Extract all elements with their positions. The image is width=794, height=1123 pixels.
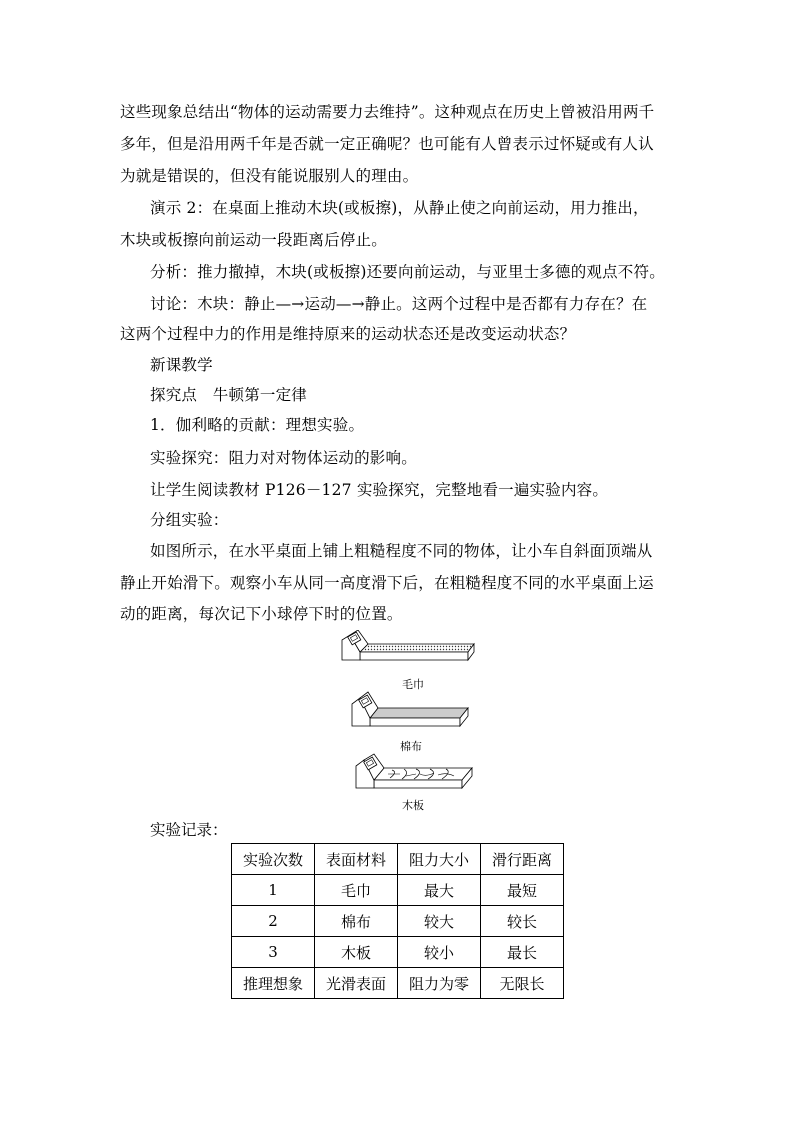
text-line: 讨论：木块：静止—→运动—→静止。这两个过程中是否都有力存在？在 bbox=[150, 295, 648, 313]
table-cell: 3 bbox=[232, 937, 315, 968]
header-cell: 滑行距离 bbox=[481, 844, 564, 875]
table-cell: 最短 bbox=[481, 875, 564, 906]
table-cell: 木板 bbox=[315, 937, 398, 968]
wood-caption: 木板 bbox=[402, 799, 424, 812]
table-header-row bbox=[232, 844, 564, 875]
table-row bbox=[232, 968, 564, 999]
text-line: 这两个过程中力的作用是维持原来的运动状态还是改变运动状态？ bbox=[120, 325, 576, 343]
table-row bbox=[232, 937, 564, 968]
table-cell: 最长 bbox=[481, 937, 564, 968]
table-cell: 无限长 bbox=[481, 968, 564, 999]
header-cell: 表面材料 bbox=[315, 844, 398, 875]
table-cell: 棉布 bbox=[315, 906, 398, 937]
table-cell: 推理想象 bbox=[232, 968, 315, 999]
text-line: 多年，但是沿用两千年是否就一定正确呢？也可能有人曾表示过怀疑或有人认 bbox=[120, 135, 654, 153]
records-label: 实验记录： bbox=[150, 821, 228, 839]
text-line: 木块或板擦向前运动一段距离后停止。 bbox=[120, 231, 387, 249]
towel-caption: 毛巾 bbox=[402, 678, 424, 691]
table-cell: 光滑表面 bbox=[315, 968, 398, 999]
towel-ramp-figure bbox=[340, 630, 480, 675]
text-line: 演示 2：在桌面上推动木块(或板擦)，从静止使之向前运动，用力推出， bbox=[150, 199, 649, 217]
table-cell: 毛巾 bbox=[315, 875, 398, 906]
text-line: 实验探究：阻力对对物体运动的影响。 bbox=[150, 449, 417, 467]
text-line: 如图所示，在水平桌面上铺上粗糙程度不同的物体，让小车自斜面顶端从 bbox=[150, 542, 653, 560]
table-cell: 较大 bbox=[398, 906, 481, 937]
table-cell: 2 bbox=[232, 906, 315, 937]
experiment-record-table bbox=[231, 843, 564, 999]
header-cell: 实验次数 bbox=[232, 844, 315, 875]
table-cell: 较长 bbox=[481, 906, 564, 937]
text-line: 静止开始滑下。观察小车从同一高度滑下后，在粗糙程度不同的水平桌面上运 bbox=[120, 574, 654, 592]
text-line: 为就是错误的，但没有能说服别人的理由。 bbox=[120, 167, 419, 185]
wood-ramp-figure bbox=[354, 752, 494, 797]
text-line: 让学生阅读教材 P126－127 实验探究，完整地看一遍实验内容。 bbox=[150, 481, 609, 499]
table-cell: 1 bbox=[232, 875, 315, 906]
text-line: 动的距离，每次记下小球停下时的位置。 bbox=[120, 605, 403, 623]
table-cell: 阻力为零 bbox=[398, 968, 481, 999]
text-line: 分组实验： bbox=[150, 511, 229, 529]
section-heading: 探究点 牛顿第一定律 bbox=[150, 386, 308, 404]
text-line: 分析：推力撤掉，木块(或板擦)还要向前运动，与亚里士多德的观点不符。 bbox=[150, 263, 665, 281]
section-heading: 新课教学 bbox=[150, 356, 213, 374]
table-row bbox=[232, 906, 564, 937]
table-row bbox=[232, 875, 564, 906]
header-cell: 阻力大小 bbox=[398, 844, 481, 875]
cotton-ramp-figure bbox=[350, 690, 490, 735]
table-cell: 较小 bbox=[398, 937, 481, 968]
text-line: 1．伽利略的贡献：理想实验。 bbox=[150, 416, 365, 434]
table-cell: 最大 bbox=[398, 875, 481, 906]
text-line: 这些现象总结出“物体的运动需要力去维持”。这种观点在历史上曾被沿用两千 bbox=[120, 103, 655, 121]
cotton-caption: 棉布 bbox=[400, 740, 422, 753]
